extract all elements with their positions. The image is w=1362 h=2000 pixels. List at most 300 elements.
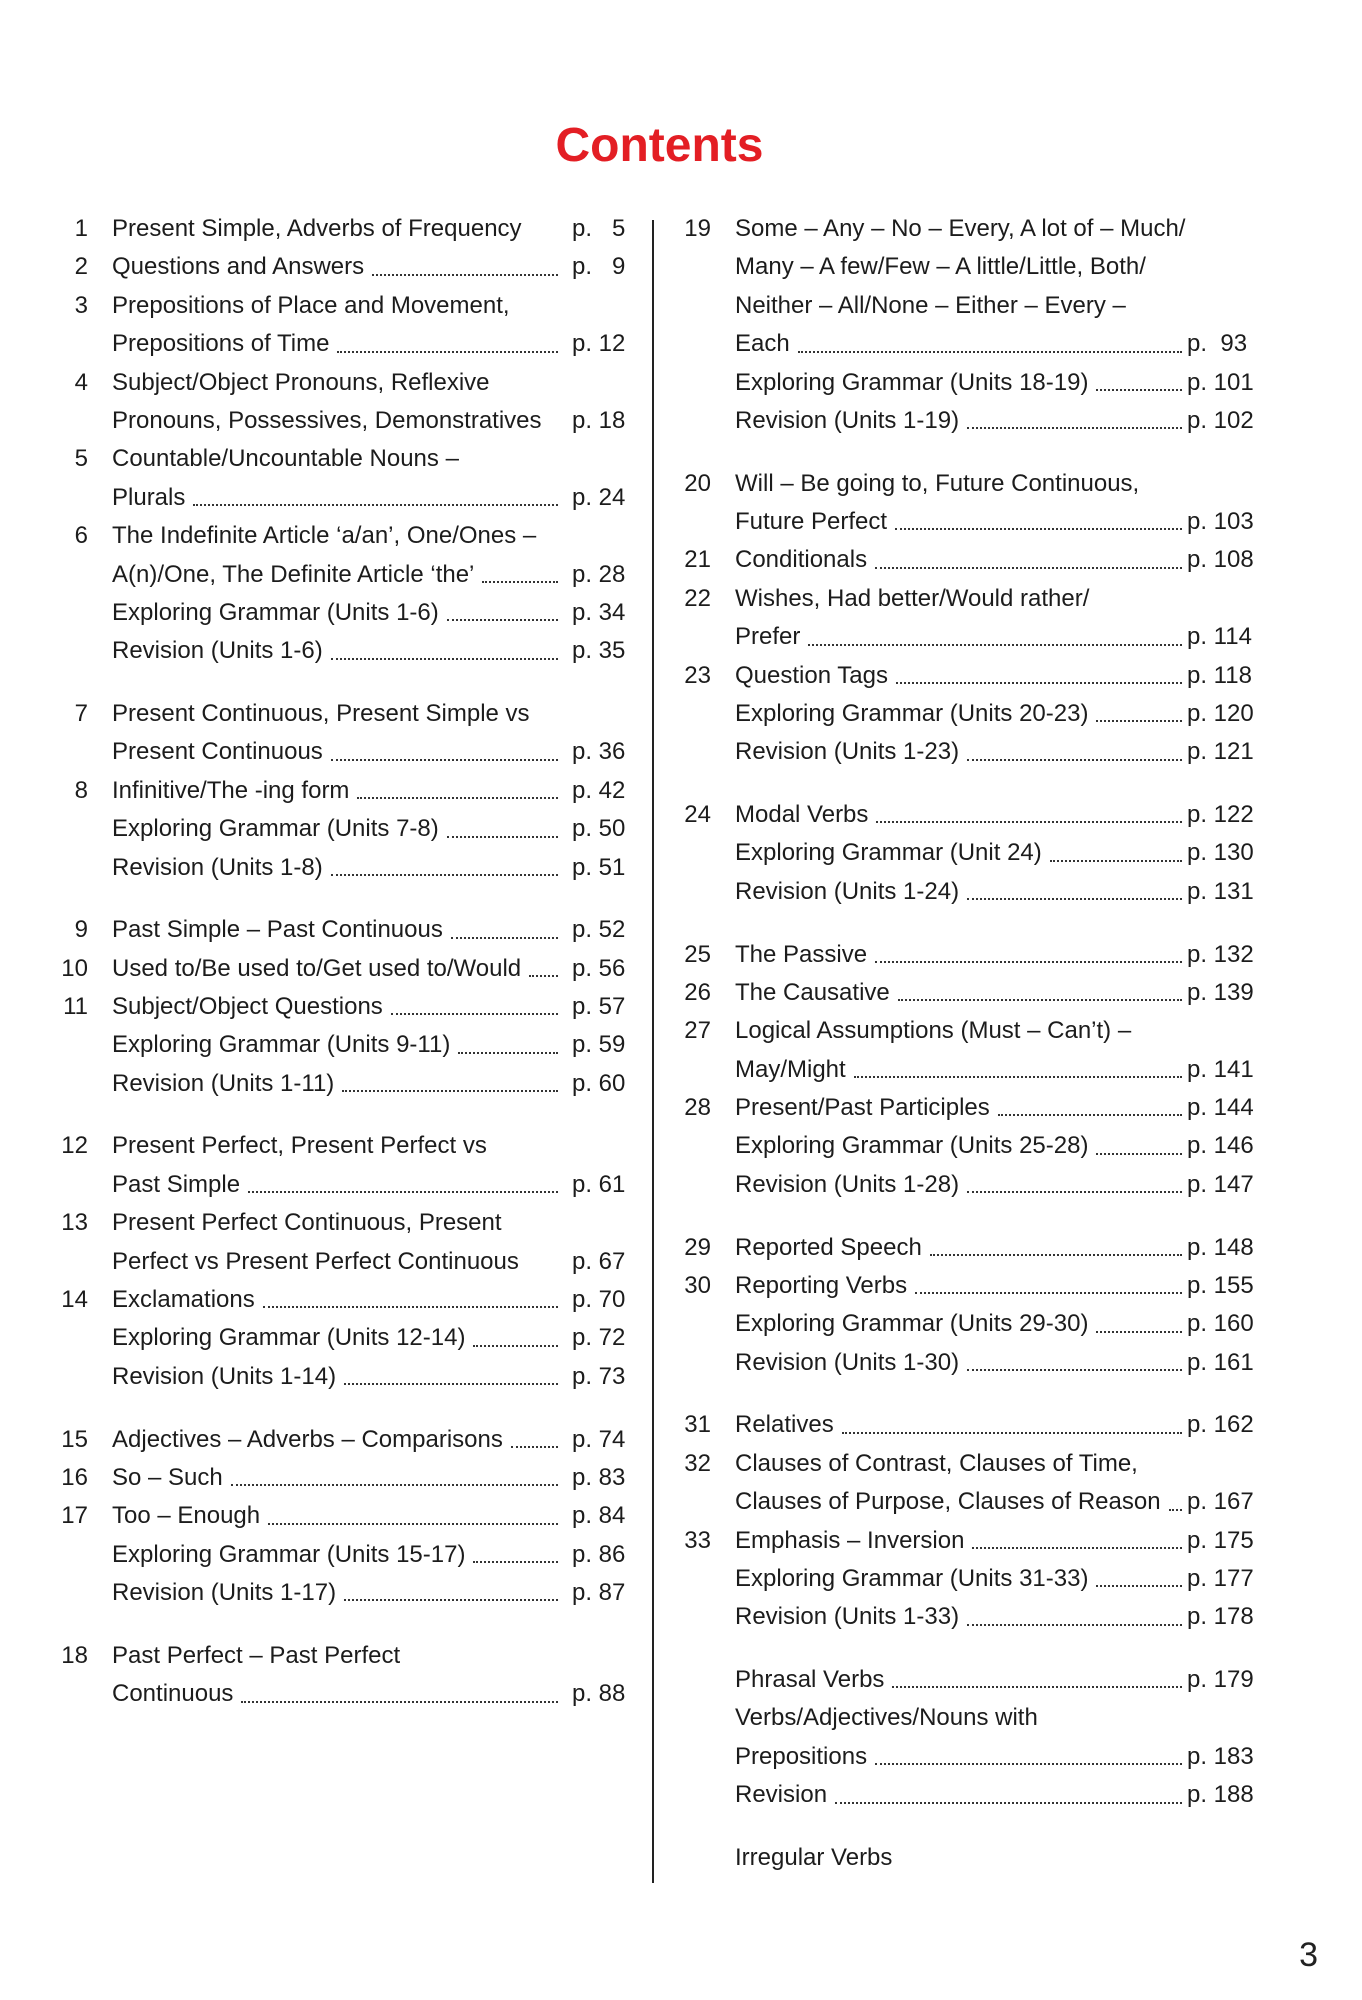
entry-title: Reported Speech (735, 1233, 922, 1261)
page-reference: p. 120 (1187, 699, 1254, 727)
toc-entry-line (48, 1204, 638, 1242)
unit-number: 33 (684, 1526, 711, 1554)
entry-title: Some – Any – No – Every, A lot of – Much/ (735, 215, 1186, 242)
entry-title: The Passive (735, 940, 868, 968)
dotted-leader (231, 1484, 558, 1486)
toc-entry-line (671, 695, 1261, 733)
unit-number: 30 (684, 1271, 711, 1299)
toc-entry-line (48, 911, 638, 949)
toc-entry-line (671, 1089, 1261, 1127)
entry-title: A(n)/One, The Definite Article ‘the’ (112, 560, 475, 588)
page-reference: p. 56 (572, 954, 626, 982)
toc-entry-line (48, 695, 638, 733)
toc-entry-line (671, 325, 1261, 363)
unit-number: 5 (74, 445, 88, 473)
entry-title: Relatives (735, 1411, 834, 1439)
toc-entry-line (671, 1166, 1261, 1204)
entry-title: Modal Verbs (735, 801, 869, 829)
page-reference: p. 74 (572, 1425, 626, 1453)
page-reference: p. 84 (572, 1502, 626, 1530)
dotted-leader (357, 797, 558, 799)
toc-entry-line (671, 618, 1261, 656)
toc-entry-line (671, 1483, 1261, 1521)
dotted-leader (447, 619, 558, 621)
page-reference: p. 28 (572, 560, 626, 588)
page-reference: p. 86 (572, 1540, 626, 1568)
dotted-leader (331, 759, 558, 761)
unit-number: 8 (74, 776, 88, 804)
toc-entry-line (671, 248, 1261, 286)
entry-title: Adjectives – Adverbs – Comparisons (112, 1425, 503, 1453)
entry-title: Prepositions of Place and Movement, (112, 291, 510, 319)
toc-entry-line (671, 1776, 1261, 1814)
dotted-leader (854, 1076, 1182, 1078)
entry-title: The Indefinite Article ‘a/an’, One/Ones – (112, 522, 537, 550)
entry-title: Irregular Verbs (735, 1843, 893, 1871)
entry-title: Revision (735, 1781, 828, 1809)
entry-title: Exploring Grammar (Units 20-23) (735, 699, 1089, 727)
unit-number: 16 (61, 1463, 88, 1491)
page-reference: p. 18 (572, 406, 626, 434)
entry-title: Past Simple (112, 1170, 241, 1198)
dotted-leader (391, 1013, 558, 1015)
dotted-leader (895, 528, 1182, 530)
page-reference: p. 121 (1187, 738, 1254, 766)
page-reference: p. 67 (572, 1247, 626, 1275)
page-reference: p. 57 (572, 993, 626, 1021)
toc-entry-line (48, 772, 638, 810)
entry-title: Revision (Units 1-23) (735, 738, 960, 766)
toc-entry-line (48, 632, 638, 670)
entry-title: Infinitive/The -ing form (112, 776, 350, 804)
dotted-leader (344, 1599, 558, 1601)
page-reference: p. 132 (1187, 940, 1254, 968)
entry-title: Past Perfect – Past Perfect (112, 1641, 401, 1669)
toc-entry-line (48, 810, 638, 848)
dotted-leader (1169, 1509, 1182, 1511)
page-reference: p. 73 (572, 1362, 626, 1390)
unit-number: 31 (684, 1411, 711, 1439)
page-reference: p. 103 (1187, 508, 1254, 536)
page-reference: p. 83 (572, 1463, 626, 1491)
unit-number: 10 (61, 954, 88, 982)
entry-title: Exploring Grammar (Units 18-19) (735, 368, 1089, 396)
entry-title: Revision (Units 1-11) (112, 1069, 335, 1097)
dotted-leader (808, 644, 1182, 646)
page-reference: p. 102 (1187, 406, 1254, 434)
dotted-leader (915, 1292, 1182, 1294)
entry-title: Subject/Object Pronouns, Reflexive (112, 368, 490, 396)
toc-entry-line (671, 796, 1261, 834)
contents-left-column (48, 210, 638, 1714)
unit-number: 3 (74, 291, 88, 319)
entry-title: Revision (Units 1-30) (735, 1348, 960, 1376)
entry-title: Present Perfect Continuous, Present (112, 1209, 502, 1237)
toc-entry-line (671, 1522, 1261, 1560)
page-reference: p. 61 (572, 1170, 626, 1198)
entry-title: Many – A few/Few – A little/Little, Both/ (735, 253, 1146, 281)
unit-number: 15 (61, 1425, 88, 1453)
unit-number: 22 (684, 584, 711, 612)
dotted-leader (967, 1191, 1182, 1193)
entry-title: Exclamations (112, 1286, 255, 1314)
toc-entry-line (671, 364, 1261, 402)
toc-entry-line (671, 287, 1261, 325)
toc-entry-line (48, 1536, 638, 1574)
toc-entry-line (671, 1839, 1261, 1877)
entry-title: Verbs/Adjectives/Nouns with (735, 1704, 1038, 1732)
toc-entry-line (671, 1445, 1261, 1483)
toc-entry-line (48, 594, 638, 632)
dotted-leader (451, 937, 558, 939)
dotted-leader (998, 1114, 1182, 1116)
unit-number: 18 (61, 1641, 88, 1669)
dotted-leader (1096, 1153, 1182, 1155)
toc-entry-line (48, 1497, 638, 1535)
toc-entry-line (48, 325, 638, 363)
page-reference: p. 36 (572, 738, 626, 766)
page-reference: p. 87 (572, 1579, 626, 1607)
page-reference: p. 161 (1187, 1348, 1254, 1376)
toc-entry-line (48, 1637, 638, 1675)
dotted-leader (1050, 860, 1182, 862)
page-reference: p. 175 (1187, 1526, 1254, 1554)
page-reference: p. 59 (572, 1031, 626, 1059)
entry-title: Wishes, Had better/Would rather/ (735, 584, 1090, 612)
page-reference: p. 88 (572, 1680, 626, 1708)
page-reference: p. 12 (572, 330, 626, 358)
page-reference: p. 42 (572, 776, 626, 804)
page-reference: p. 72 (572, 1324, 626, 1352)
toc-entry-line (48, 479, 638, 517)
dotted-leader (967, 1369, 1182, 1371)
page-reference: p. 101 (1187, 368, 1254, 396)
contents-right-column (671, 210, 1261, 1877)
dotted-leader (930, 1254, 1182, 1256)
page-reference: p. 144 (1187, 1094, 1254, 1122)
unit-number: 11 (63, 993, 88, 1021)
toc-entry-line (671, 1229, 1261, 1267)
toc-entry-line (671, 1012, 1261, 1050)
dotted-leader (268, 1523, 558, 1525)
dotted-leader (248, 1191, 558, 1193)
entry-title: Too – Enough (112, 1502, 261, 1530)
toc-entry-line (671, 210, 1261, 248)
toc-entry-line (671, 402, 1261, 440)
entry-title: May/Might (735, 1055, 846, 1083)
entry-title: Conditionals (735, 546, 868, 574)
page-reference: p. 122 (1187, 801, 1254, 829)
dotted-leader (967, 1624, 1182, 1626)
toc-entry-line (671, 1560, 1261, 1598)
toc-entry-line (671, 1344, 1261, 1382)
dotted-leader (875, 1763, 1182, 1765)
toc-entry-line (671, 1598, 1261, 1636)
page-reference: p. 130 (1187, 839, 1254, 867)
dotted-leader (967, 427, 1182, 429)
entry-title: Exploring Grammar (Units 12-14) (112, 1324, 466, 1352)
dotted-leader (342, 1090, 558, 1092)
dotted-leader (331, 658, 558, 660)
page-reference: p. 50 (572, 815, 626, 843)
toc-entry-line (48, 1421, 638, 1459)
toc-entry-line (48, 950, 638, 988)
entry-title: Each (735, 330, 790, 358)
toc-entry-line (48, 988, 638, 1026)
page-reference: p. 131 (1187, 877, 1254, 905)
dotted-leader (241, 1701, 558, 1703)
unit-number: 27 (684, 1017, 711, 1045)
column-divider (652, 220, 654, 1883)
toc-entry-line (671, 580, 1261, 618)
entry-title: Phrasal Verbs (735, 1666, 885, 1694)
unit-number: 7 (74, 699, 88, 727)
page-reference: p. 114 (1187, 623, 1252, 651)
entry-title: Present Continuous (112, 738, 323, 766)
page-reference: p. 179 (1187, 1666, 1254, 1694)
dotted-leader (331, 874, 558, 876)
page-reference: p. 183 (1187, 1742, 1254, 1770)
toc-entry-line (671, 873, 1261, 911)
page-reference: p. 188 (1187, 1781, 1254, 1809)
toc-entry-line (671, 1699, 1261, 1737)
entry-title: Present Continuous, Present Simple vs (112, 699, 530, 727)
toc-entry-line (671, 1305, 1261, 1343)
entry-title: Revision (Units 1-28) (735, 1170, 960, 1198)
toc-entry-line (671, 1406, 1261, 1444)
entry-title: Neither – All/None – Either – Every – (735, 291, 1126, 319)
entry-title: Future Perfect (735, 508, 888, 536)
page-reference: p. 147 (1187, 1170, 1254, 1198)
unit-number: 2 (74, 253, 88, 281)
entry-title: Revision (Units 1-14) (112, 1362, 337, 1390)
toc-entry-line (671, 1661, 1261, 1699)
toc-entry-line (671, 733, 1261, 771)
dotted-leader (458, 1052, 558, 1054)
entry-title: Prepositions of Time (112, 330, 330, 358)
page-reference: p. 167 (1187, 1488, 1254, 1516)
dotted-leader (876, 821, 1182, 823)
unit-number: 20 (684, 469, 711, 497)
dotted-leader (1096, 720, 1182, 722)
entry-title: Questions and Answers (112, 253, 365, 281)
entry-title: Used to/Be used to/Get used to/Would (112, 954, 522, 982)
toc-entry-line (48, 364, 638, 402)
entry-title: Exploring Grammar (Units 7-8) (112, 815, 439, 843)
unit-number: 25 (684, 940, 711, 968)
page-reference: p. 93 (1187, 330, 1248, 358)
unit-number: 13 (61, 1209, 88, 1237)
dotted-leader (1096, 389, 1182, 391)
unit-number: 6 (74, 522, 88, 550)
toc-entry-line (671, 936, 1261, 974)
dotted-leader (835, 1802, 1182, 1804)
unit-number: 28 (684, 1094, 711, 1122)
entry-title: Pronouns, Possessives, Demonstratives (112, 406, 542, 434)
toc-entry-line (48, 1358, 638, 1396)
toc-entry-line (48, 1459, 638, 1497)
dotted-leader (447, 836, 558, 838)
unit-number: 19 (684, 215, 711, 242)
dotted-leader (798, 351, 1182, 353)
dotted-leader (263, 1306, 558, 1308)
page-reference: p. 51 (572, 853, 626, 881)
unit-number: 26 (684, 978, 711, 1006)
entry-title: Subject/Object Questions (112, 993, 383, 1021)
unit-number: 17 (61, 1502, 88, 1530)
entry-title: Question Tags (735, 661, 888, 689)
unit-number: 23 (684, 661, 711, 689)
dotted-leader (337, 351, 558, 353)
dotted-leader (1096, 1585, 1182, 1587)
unit-number: 29 (684, 1233, 711, 1261)
entry-title: Reporting Verbs (735, 1271, 908, 1299)
entry-title: Exploring Grammar (Units 9-11) (112, 1031, 451, 1059)
entry-title: Revision (Units 1-8) (112, 853, 323, 881)
page-reference: p. 70 (572, 1286, 626, 1314)
entry-title: Revision (Units 1-17) (112, 1579, 337, 1607)
entry-title: So – Such (112, 1463, 223, 1491)
toc-entry-line (671, 1051, 1261, 1089)
toc-entry-line (671, 541, 1261, 579)
toc-entry-line (48, 1026, 638, 1064)
dotted-leader (875, 567, 1182, 569)
toc-entry-line (48, 517, 638, 555)
toc-entry-line (48, 440, 638, 478)
toc-entry-line (48, 287, 638, 325)
entry-title: Revision (Units 1-19) (735, 406, 960, 434)
page-reference: p. 34 (572, 598, 626, 626)
toc-entry-line (48, 1574, 638, 1612)
entry-title: Present Simple, Adverbs of Frequency (112, 215, 522, 242)
dotted-leader (193, 504, 558, 506)
unit-number: 21 (684, 546, 711, 574)
entry-title: Present Perfect, Present Perfect vs (112, 1132, 487, 1160)
toc-entry-line (48, 733, 638, 771)
dotted-leader (898, 999, 1182, 1001)
toc-entry-line (671, 1127, 1261, 1165)
page-reference: p. 155 (1187, 1271, 1254, 1299)
unit-number: 24 (684, 801, 711, 829)
entry-title: Present/Past Participles (735, 1094, 990, 1122)
toc-entry-line (48, 248, 638, 286)
page-reference: p. 160 (1187, 1310, 1254, 1338)
dotted-leader (972, 1547, 1182, 1549)
toc-entry-line (48, 849, 638, 887)
entry-title: Revision (Units 1-6) (112, 637, 323, 665)
page-title: Contents (555, 119, 764, 172)
toc-entry-line (671, 465, 1261, 503)
entry-title: Continuous (112, 1680, 234, 1708)
toc-entry-line (48, 1675, 638, 1713)
unit-number: 12 (61, 1132, 88, 1160)
entry-title: Plurals (112, 483, 186, 511)
unit-number: 14 (61, 1286, 88, 1314)
toc-entry-line (671, 657, 1261, 695)
unit-number: 9 (74, 916, 88, 944)
page-reference: p. 108 (1187, 546, 1254, 574)
entry-title: Emphasis – Inversion (735, 1526, 965, 1554)
page-reference: p. 9 (572, 253, 626, 281)
page-reference: p. 148 (1187, 1233, 1254, 1261)
toc-entry-line (48, 402, 638, 440)
entry-title: Will – Be going to, Future Continuous, (735, 469, 1140, 497)
dotted-leader (473, 1345, 558, 1347)
entry-title: Logical Assumptions (Must – Can’t) – (735, 1017, 1132, 1045)
toc-entry-line (671, 1738, 1261, 1776)
toc-entry-line (671, 503, 1261, 541)
entry-title: Clauses of Contrast, Clauses of Time, (735, 1449, 1138, 1477)
toc-entry-line (671, 974, 1261, 1012)
page-reference: p. 141 (1187, 1055, 1254, 1083)
entry-title: Perfect vs Present Perfect Continuous (112, 1247, 519, 1275)
toc-entry-line (48, 1319, 638, 1357)
entry-title: Prefer (735, 623, 801, 651)
entry-title: Exploring Grammar (Units 25-28) (735, 1132, 1089, 1160)
page-reference: p. 178 (1187, 1603, 1254, 1631)
unit-number: 32 (684, 1449, 711, 1477)
dotted-leader (529, 975, 558, 977)
dotted-leader (892, 1686, 1182, 1688)
page-reference: p. 139 (1187, 978, 1254, 1006)
page-number: 3 (1299, 1936, 1318, 1974)
toc-entry-line (48, 556, 638, 594)
page-reference: p. 162 (1187, 1411, 1254, 1439)
dotted-leader (896, 682, 1182, 684)
toc-entry-line (48, 1065, 638, 1103)
page-reference: p. 118 (1187, 661, 1252, 689)
page-reference: p. 5 (572, 215, 626, 242)
page-reference: p. 52 (572, 916, 626, 944)
entry-title: Past Simple – Past Continuous (112, 916, 443, 944)
toc-entry-line (671, 1267, 1261, 1305)
page-reference: p. 60 (572, 1069, 626, 1097)
unit-number: 4 (74, 368, 88, 396)
page-reference: p. 35 (572, 637, 626, 665)
dotted-leader (344, 1383, 558, 1385)
entry-title: Exploring Grammar (Units 29-30) (735, 1310, 1089, 1338)
toc-entry-line (48, 210, 638, 248)
dotted-leader (967, 759, 1182, 761)
entry-title: Countable/Uncountable Nouns – (112, 445, 459, 473)
dotted-leader (473, 1561, 558, 1563)
toc-entry-line (671, 834, 1261, 872)
toc-entry-line (48, 1127, 638, 1165)
page-reference: p. 146 (1187, 1132, 1254, 1160)
page-reference: p. 177 (1187, 1564, 1254, 1592)
entry-title: Revision (Units 1-33) (735, 1603, 960, 1631)
entry-title: Exploring Grammar (Units 15-17) (112, 1540, 466, 1568)
dotted-leader (482, 581, 558, 583)
toc-entry-line (48, 1243, 638, 1281)
page-reference: p. 24 (572, 483, 626, 511)
entry-title: Prepositions (735, 1742, 868, 1770)
dotted-leader (842, 1432, 1182, 1434)
entry-title: The Causative (735, 978, 890, 1006)
entry-title: Revision (Units 1-24) (735, 877, 960, 905)
dotted-leader (1096, 1331, 1182, 1333)
entry-title: Exploring Grammar (Units 1-6) (112, 598, 439, 626)
entry-title: Exploring Grammar (Units 31-33) (735, 1564, 1089, 1592)
toc-entry-line (48, 1281, 638, 1319)
dotted-leader (372, 274, 558, 276)
entry-title: Exploring Grammar (Unit 24) (735, 839, 1042, 867)
unit-number: 1 (74, 215, 88, 242)
entry-title: Clauses of Purpose, Clauses of Reason (735, 1488, 1161, 1516)
toc-entry-line (48, 1166, 638, 1204)
dotted-leader (511, 1446, 558, 1448)
dotted-leader (967, 898, 1182, 900)
